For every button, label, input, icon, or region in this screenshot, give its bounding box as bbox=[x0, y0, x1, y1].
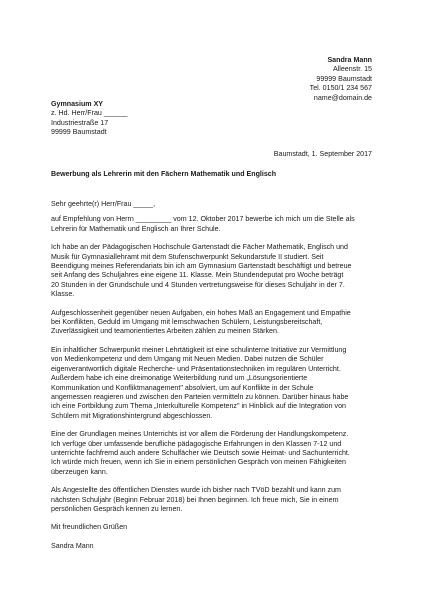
sender-street: Alleenstr. 15 bbox=[332, 65, 372, 74]
paragraph-line: eigenverantwortlich digitale Recherche- und Präsentationstechniken im regulären Unterricht. bbox=[51, 364, 341, 373]
paragraph-line: angemessen reagieren und zwischen den Parteien vermitteln zu können. Darüber hinaus habe bbox=[51, 392, 349, 401]
paragraph-line: ich eine Fortbildung zum Thema „Interkulturelle Kompetenz" in Hinblick auf die Integration von bbox=[51, 402, 346, 411]
body-paragraph bbox=[51, 215, 377, 234]
paragraph-line: Klasse. bbox=[51, 290, 75, 299]
paragraph-line: bei Konflikten, Geduld im Umgang mit lernschwachen Schülern, Leistungsbereitschaft, bbox=[51, 318, 323, 327]
paragraph-line: Aufgeschlossenheit gegenüber neuen Aufgaben, ein hohes Maß an Engagement und Empathie bbox=[51, 308, 351, 317]
paragraph-line: Kommunikation und Konfliktmanagement" absolviert, um auf Konflikte in der Schule bbox=[51, 383, 314, 392]
recipient-org: Gymnasium XY bbox=[51, 100, 104, 108]
paragraph-line: Eine der Grundlagen meines Unterrichts ist vor allem die Förderung der Handlungskompetenz. bbox=[51, 430, 349, 439]
letter-body bbox=[51, 200, 377, 551]
body-paragraph bbox=[51, 430, 377, 477]
body-paragraph bbox=[51, 346, 377, 421]
paragraph-line: überzeugen kann. bbox=[51, 467, 108, 476]
body-paragraph bbox=[51, 309, 377, 337]
paragraph-line: Musik für Gymnasiallehramt mit dem Stufenschwerpunkt Sekundarstufe II studiert. Seit bbox=[51, 252, 324, 261]
paragraph-line: Ich verfüge über umfassende berufliche pädagogische Erfahrungen in den Klassen 7-12 und bbox=[51, 439, 342, 448]
closing: Mit freundlichen Grüßen bbox=[51, 523, 128, 532]
body-paragraph bbox=[51, 486, 377, 514]
recipient-street: Industriestraße 17 bbox=[51, 118, 109, 127]
body-paragraph bbox=[51, 243, 377, 299]
paragraph-line: unterrichte fachfremd auch andere Schulfächer wie Deutsch sowie Heimat- und Sachunterricht. bbox=[51, 448, 350, 457]
body-paragraphs bbox=[51, 215, 377, 514]
paragraph-line: Zuverlässigkeit und teamorientiertes Arbeiten zählen zu meinen Stärken. bbox=[51, 327, 279, 336]
sender-phone: Tel. 0150/1 234 567 bbox=[309, 84, 372, 93]
paragraph-line: Als Angestellte des öffentlichen Dienstes wurde ich bisher nach TVöD bezahlt und kann zum bbox=[51, 486, 341, 495]
sender-name: Sandra Mann bbox=[327, 56, 372, 64]
paragraph-line: Ich habe an der Pädagogischen Hochschule Gartenstadt die Fächer Mathematik, Englisch und bbox=[51, 243, 348, 252]
paragraph-line: von Medienkompetenz und dem Umgang mit Neuen Medien. Dabei nutzen die Schüler bbox=[51, 355, 324, 364]
paragraph-line: 20 Stunden in der Grundschule und 4 Stunden vertretungsweise für dieses Schuljahr in der 7. bbox=[51, 280, 345, 289]
paragraph-line: auf Empfehlung von Herrn _________ vom 12. Oktober 2017 bewerbe ich mich um die Stelle als bbox=[51, 215, 355, 224]
paragraph-line: Ich würde mich freuen, wenn ich Sie in einem persönlichen Gespräch von meinen Fähigkeiten bbox=[51, 458, 346, 467]
letter-subject: Bewerbung als Lehrerin mit den Fächern Mathematik und Englisch bbox=[51, 170, 277, 178]
paragraph-line: Lehrerin für Mathematik und Englisch an Ihrer Schule. bbox=[51, 224, 221, 233]
paragraph-line: Ein inhaltlicher Schwerpunkt meiner Lehrtätigkeit ist eine schulinterne Initiative zur Vermittlung bbox=[51, 345, 347, 354]
paragraph-line: Außerdem habe ich eine dreimonatige Weiterbildung rund um „Lösungsorientierte bbox=[51, 374, 308, 383]
paragraph-line: Schülern mit Migrationshintergrund abgeschlossen. bbox=[51, 411, 213, 420]
sender-email: name@domain.de bbox=[313, 93, 372, 102]
signature-name: Sandra Mann bbox=[51, 541, 94, 550]
recipient-attention: z. Hd. Herr/Frau ______ bbox=[51, 109, 128, 118]
paragraph-line: nächsten Schuljahr (Beginn Februar 2018) bei Ihnen beginnen. Ich freue mich, Sie in einem bbox=[51, 495, 339, 504]
paragraph-line: persönlichen Gespräch kennen zu lernen. bbox=[51, 504, 183, 513]
letter-date: Baumstadt, 1. September 2017 bbox=[273, 150, 372, 158]
paragraph-line: Beendigung meines Referendariats bin ich am Gymnasium Gartenstadt beschäftigt und betreue bbox=[51, 262, 352, 271]
sender-city: 99999 Baumstadt bbox=[316, 74, 372, 83]
recipient-city: 99999 Baumstadt bbox=[51, 128, 107, 137]
salutation: Sehr geehrte(r) Herr/Frau _____, bbox=[51, 200, 156, 208]
recipient-address-block bbox=[51, 100, 128, 138]
sender-address-block bbox=[310, 56, 372, 103]
paragraph-line: seit Anfang des Schuljahres eine eigene 11. Klasse. Mein Stundendeputat pro Woche beträgt bbox=[51, 271, 344, 280]
